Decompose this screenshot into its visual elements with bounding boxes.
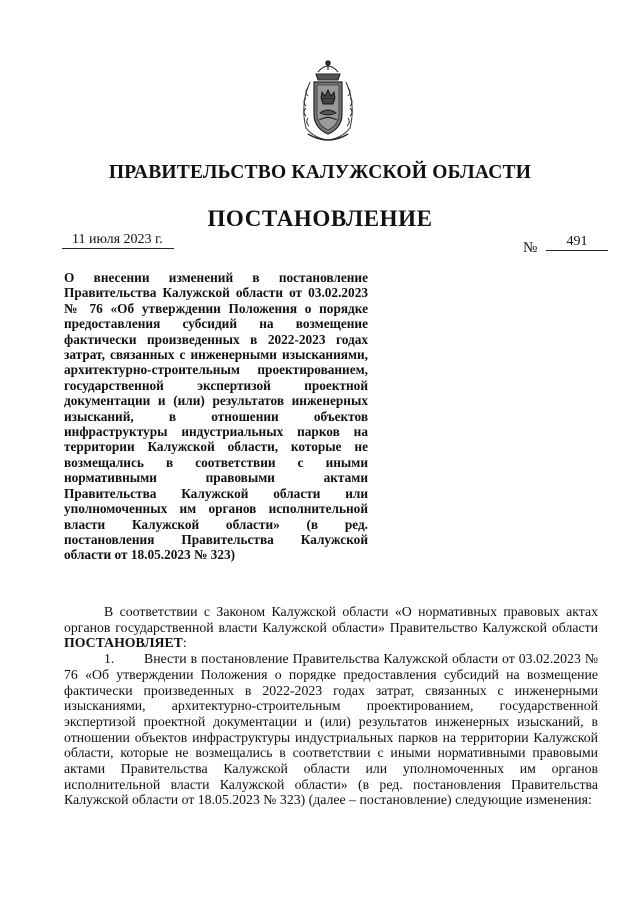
- decree-body: [64, 604, 598, 808]
- item-1-marker: 1.: [104, 651, 115, 667]
- decides-colon: :: [182, 635, 187, 651]
- preamble-text: В соответствии с Законом Калужской области «О нормативных правовых актах органов государственной власти Калужской области» Правительство Калужской области: [64, 604, 598, 635]
- decree-number-label: №: [523, 240, 538, 256]
- item-1-paragraph: [64, 651, 598, 808]
- decides-word: ПОСТАНОВЛЯЕТ: [64, 635, 183, 651]
- item-1-text: Внести в постановление Правительства Калужской области от 03.02.2023 № 76 «Об утверждении Положения о порядке предоставления субсидий на возмещение фактически произведенных в 2022-2023 годах затрат, связанных с инженерными изысканиями, архитектурно-строительным проектированием, государственной экспертизой проектной документации и (или) результатов инженерных изысканий, в отношении объектов инфраструктуры индустриальных парков на территории Калужской области, которые не возмещались в соответствии с иными нормативными правовыми актами Правительства Калужской области или уполномоченных им органов исполнительной власти Калужской области» (в ред. постановления Правительства Калужской области от 18.05.2023 № 323) (далее – постановление) следующие изменения:: [64, 651, 598, 808]
- document-type-title: ПОСТАНОВЛЕНИЕ: [207, 206, 433, 231]
- government-title: ПРАВИТЕЛЬСТВО КАЛУЖСКОЙ ОБЛАСТИ: [108, 162, 532, 183]
- decree-number: 491: [546, 234, 608, 251]
- decree-heading: О внесении изменений в постановление Правительства Калужской области от 03.02.2023 № 76 «Об утверждении Положения о порядке предоставления субсидий на возмещение фактически произведенных в 2022-2023 годах затрат, связанных с инженерными изысканиями, архитектурно-строительным проектированием, государственной экспертизой проектной документации и (или) результатов инженерных изысканий, в отношении объектов инфраструктуры индустриальных парков на территории Калужской области, которые не возмещались в соответствии с иными нормативными правовыми актами Правительства Калужской области или уполномоченных им органов исполнительной власти Калужской области» (в ред. постановления Правительства Калужской области от 18.05.2023 № 323): [64, 270, 368, 563]
- kaluga-coat-of-arms-icon: [296, 58, 360, 144]
- preamble-paragraph: [64, 604, 598, 651]
- decree-date: 11 июля 2023 г.: [62, 232, 174, 249]
